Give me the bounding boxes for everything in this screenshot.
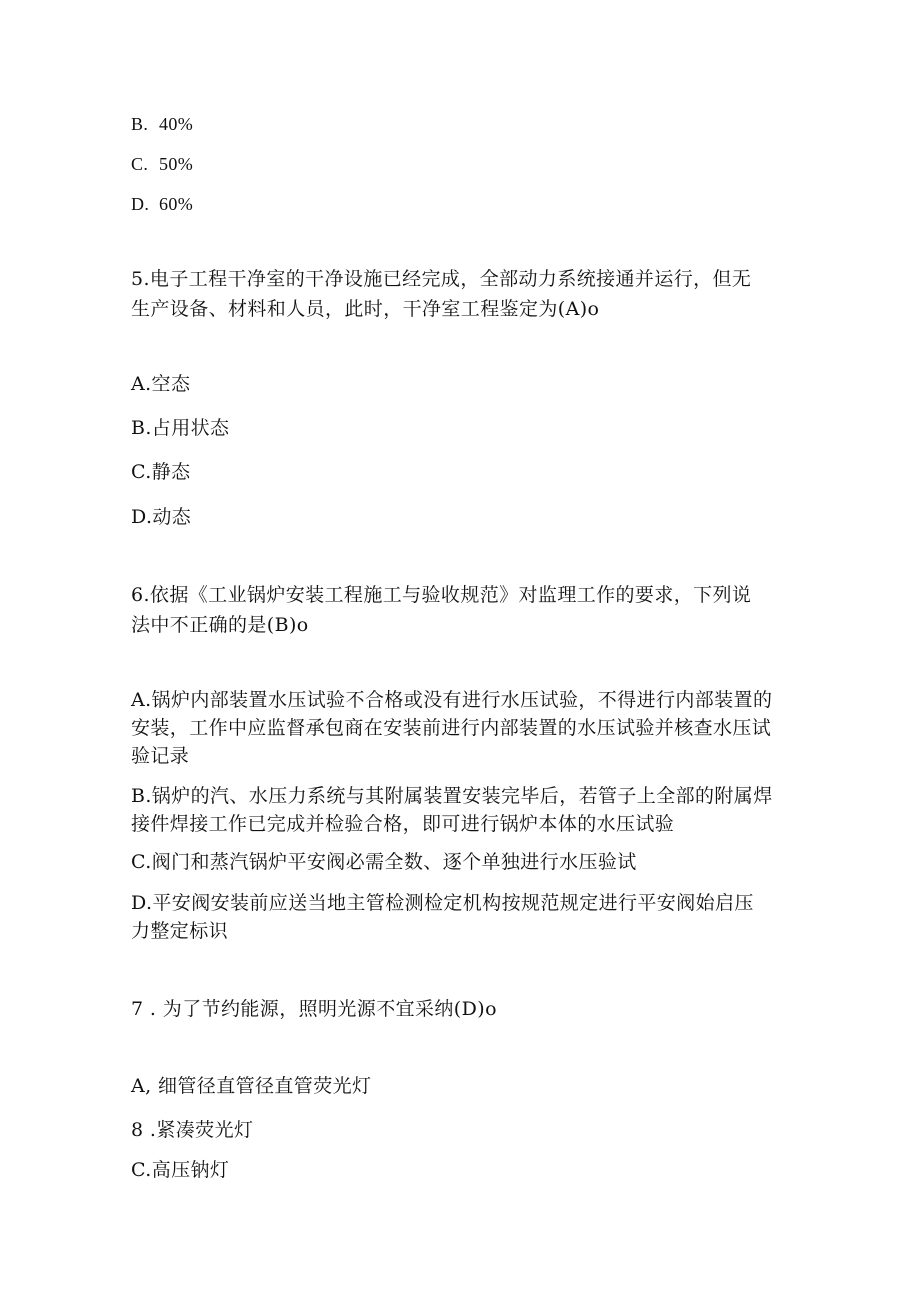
q5-option-d: D.动态 <box>131 506 192 528</box>
option-letter: B. <box>131 114 149 134</box>
q4-option-c <box>131 152 193 176</box>
q6-option-a-line-2: 安装，工作中应监督承包商在安装前进行内部装置的水压试验并核查水压试 <box>131 717 772 739</box>
q6-option-d-line-1: D.平安阀安装前应送当地主管检测检定机构按规范规定进行平安阀始启压 <box>131 892 754 914</box>
q5-stem-line-1: 5.电子工程干净室的干净设施已经完成，全部动力系统接通并运行，但无 <box>131 268 752 290</box>
q6-option-a-line-3: 验记录 <box>131 745 190 767</box>
q5-option-b: B.占用状态 <box>131 417 230 439</box>
q6-option-b-line-2: 接件焊接工作已完成并检验合格，即可进行锅炉本体的水压试验 <box>131 813 675 835</box>
q7-option-a: A, 细管径直管径直管荧光灯 <box>131 1075 372 1097</box>
q4-option-d <box>131 192 193 216</box>
option-letter: C. <box>131 154 149 174</box>
option-text: 40% <box>159 114 194 134</box>
q6-option-c-line-1: C.阀门和蒸汽锅炉平安阀必需全数、逐个单独进行水压验试 <box>131 851 637 873</box>
q5-stem-line-2: 生产设备、材料和人员，此时，干净室工程鉴定为(A)o <box>131 298 600 320</box>
q5-option-c: C.静态 <box>131 461 191 483</box>
q5-option-a: A.空态 <box>131 373 191 395</box>
q6-option-a-line-1: A.锅炉内部装置水压试验不合格或没有进行水压试验，不得进行内部装置的 <box>131 689 773 711</box>
option-letter: D. <box>131 194 150 214</box>
q7-stem: 7 . 为了节约能源，照明光源不宜采纳(D)o <box>131 998 497 1020</box>
q6-option-d-line-2: 力整定标识 <box>131 920 229 942</box>
q6-stem-line-2: 法中不正确的是(B)o <box>131 614 309 636</box>
q4-option-b <box>131 112 193 136</box>
q7-option-c: C.高压钠灯 <box>131 1159 230 1181</box>
q6-stem-line-1: 6.依据《工业锅炉安装工程施工与验收规范》对监理工作的要求，下列说 <box>131 584 752 606</box>
q7-option-b: 8 .紧凑荧光灯 <box>131 1119 254 1141</box>
q6-option-b-line-1: B.锅炉的汽、水压力系统与其附属装置安装完毕后，若管子上全部的附属焊 <box>131 785 773 807</box>
option-text: 50% <box>159 154 194 174</box>
option-text: 60% <box>159 194 194 214</box>
